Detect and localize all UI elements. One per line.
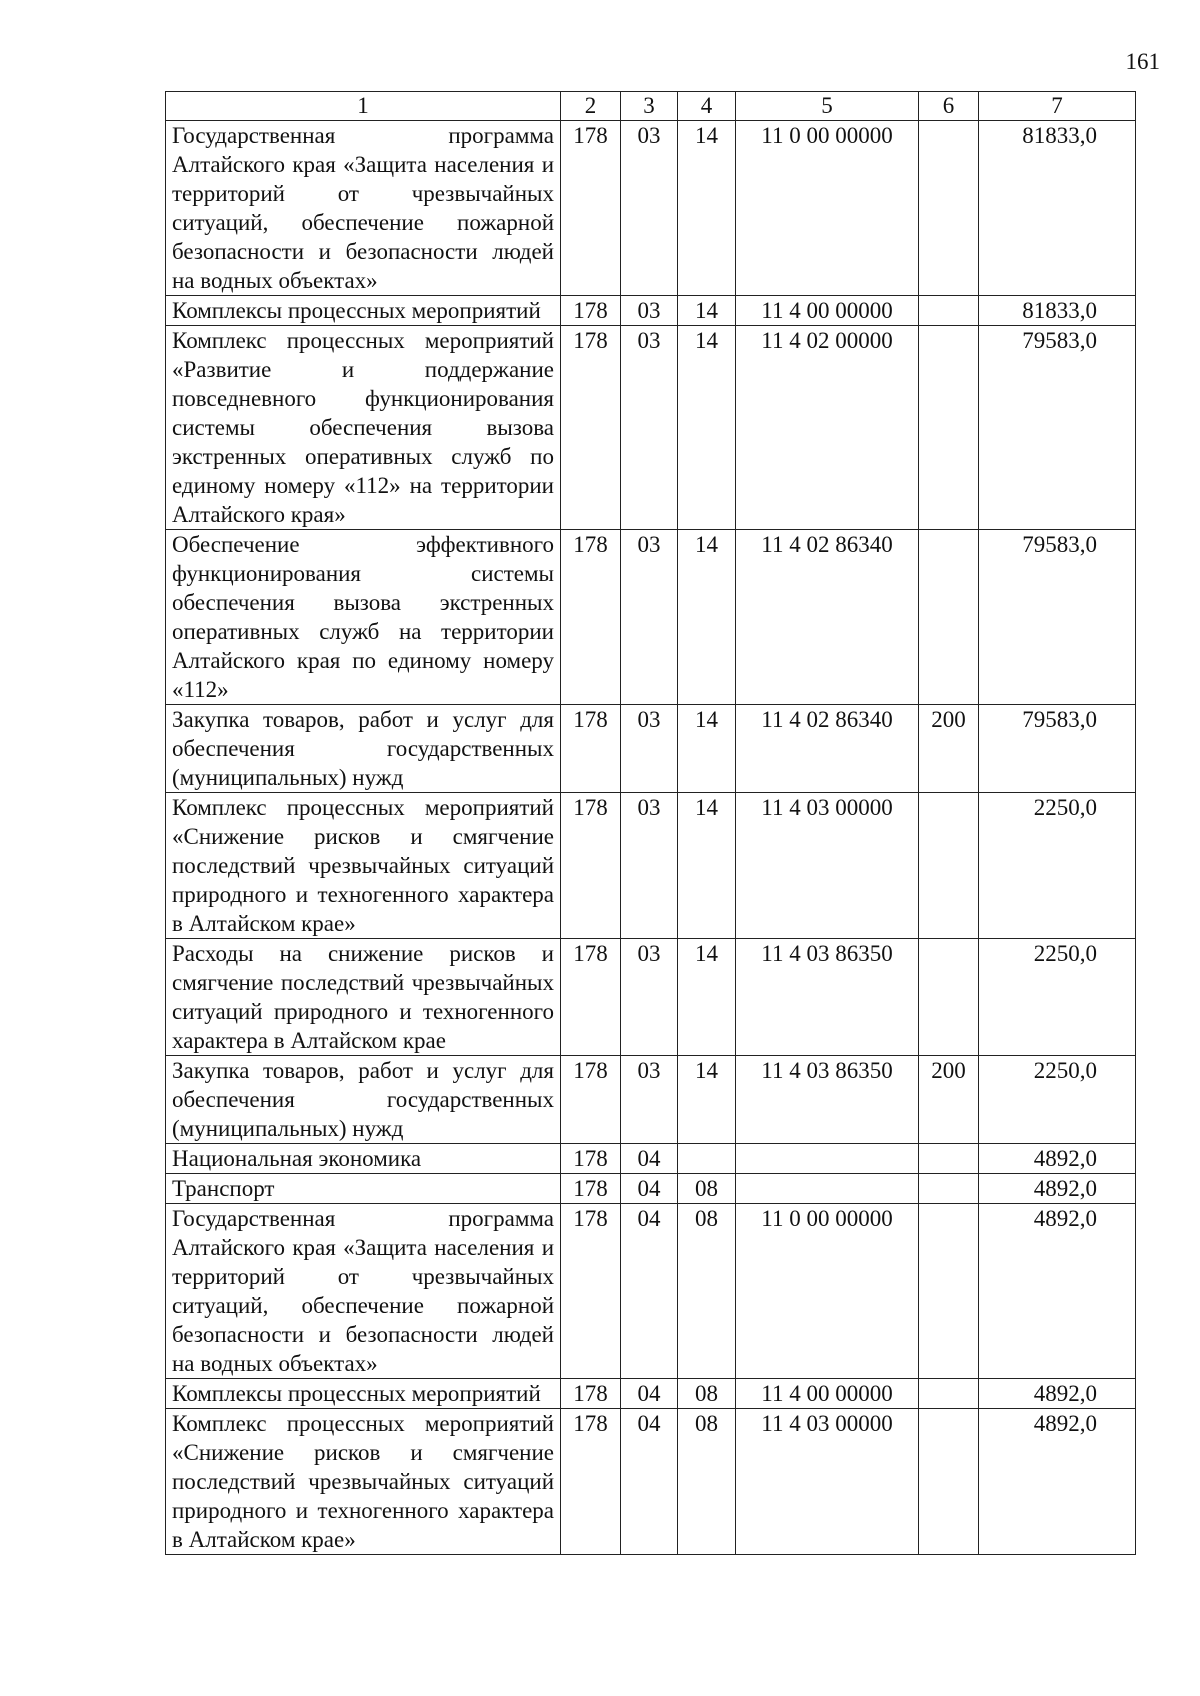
cell-subsection: 08 [678, 1379, 736, 1409]
cell-name: Государственная программа Алтайского края «Защита населения и территорий от чрезвычайных ситуаций, обеспечение пожарной безопасности и безопасности людей на водных объектах» [166, 121, 561, 296]
cell-grbs: 178 [561, 296, 621, 326]
cell-name: Закупка товаров, работ и услуг для обеспечения государственных (муниципальных) нужд [166, 705, 561, 793]
cell-section: 04 [621, 1379, 678, 1409]
cell-expense-type [919, 1204, 979, 1379]
cell-section: 04 [621, 1409, 678, 1555]
cell-name: Обеспечение эффективного функционирования системы обеспечения вызова экстренных оперативных служб на территории Алтайского края по единому номеру «112» [166, 530, 561, 705]
cell-amount: 4892,0 [979, 1174, 1136, 1204]
table-row [166, 1204, 1136, 1379]
cell-target-article: 11 4 03 00000 [736, 1409, 919, 1555]
cell-target-article: 11 4 00 00000 [736, 1379, 919, 1409]
cell-grbs: 178 [561, 793, 621, 939]
cell-name: Комплексы процессных мероприятий [166, 1379, 561, 1409]
table-row [166, 121, 1136, 296]
table-row [166, 793, 1136, 939]
header-col-3: 3 [621, 92, 678, 121]
header-col-7: 7 [979, 92, 1136, 121]
cell-amount: 2250,0 [979, 793, 1136, 939]
cell-section: 03 [621, 296, 678, 326]
cell-target-article [736, 1144, 919, 1174]
cell-amount: 4892,0 [979, 1379, 1136, 1409]
cell-expense-type [919, 939, 979, 1056]
cell-subsection: 08 [678, 1204, 736, 1379]
cell-target-article: 11 0 00 00000 [736, 1204, 919, 1379]
cell-amount: 4892,0 [979, 1144, 1136, 1174]
cell-amount: 2250,0 [979, 1056, 1136, 1144]
cell-name: Расходы на снижение рисков и смягчение последствий чрезвычайных ситуаций природного и техногенного характера в Алтайском крае [166, 939, 561, 1056]
cell-expense-type [919, 530, 979, 705]
cell-expense-type [919, 326, 979, 530]
page-number: 161 [1125, 49, 1160, 74]
table-row [166, 326, 1136, 530]
cell-target-article [736, 1174, 919, 1204]
cell-amount: 2250,0 [979, 939, 1136, 1056]
cell-name: Закупка товаров, работ и услуг для обеспечения государственных (муниципальных) нужд [166, 1056, 561, 1144]
cell-expense-type [919, 1174, 979, 1204]
cell-grbs: 178 [561, 1174, 621, 1204]
cell-grbs: 178 [561, 1409, 621, 1555]
table-row [166, 1174, 1136, 1204]
cell-amount: 79583,0 [979, 326, 1136, 530]
cell-expense-type: 200 [919, 705, 979, 793]
cell-name: Комплекс процессных мероприятий «Снижение рисков и смягчение последствий чрезвычайных ситуаций природного и техногенного характера в Алтайском крае» [166, 793, 561, 939]
cell-amount: 79583,0 [979, 530, 1136, 705]
cell-name: Государственная программа Алтайского края «Защита населения и территорий от чрезвычайных ситуаций, обеспечение пожарной безопасности и безопасности людей на водных объектах» [166, 1204, 561, 1379]
cell-subsection [678, 1144, 736, 1174]
cell-section: 03 [621, 939, 678, 1056]
cell-section: 04 [621, 1174, 678, 1204]
cell-expense-type [919, 1409, 979, 1555]
cell-expense-type [919, 793, 979, 939]
cell-section: 03 [621, 530, 678, 705]
header-col-6: 6 [919, 92, 979, 121]
cell-name: Комплексы процессных мероприятий [166, 296, 561, 326]
cell-target-article: 11 4 02 00000 [736, 326, 919, 530]
cell-target-article: 11 4 00 00000 [736, 296, 919, 326]
table-row [166, 1379, 1136, 1409]
cell-subsection: 14 [678, 939, 736, 1056]
cell-section: 03 [621, 1056, 678, 1144]
cell-expense-type [919, 1379, 979, 1409]
cell-target-article: 11 4 02 86340 [736, 530, 919, 705]
table-row [166, 1144, 1136, 1174]
cell-section: 03 [621, 793, 678, 939]
cell-subsection: 14 [678, 793, 736, 939]
header-col-5: 5 [736, 92, 919, 121]
cell-name: Национальная экономика [166, 1144, 561, 1174]
cell-grbs: 178 [561, 1144, 621, 1174]
cell-expense-type: 200 [919, 1056, 979, 1144]
table-header [166, 92, 1136, 121]
cell-subsection: 14 [678, 121, 736, 296]
table-row [166, 296, 1136, 326]
cell-amount: 79583,0 [979, 705, 1136, 793]
cell-target-article: 11 0 00 00000 [736, 121, 919, 296]
cell-name: Комплекс процессных мероприятий «Развитие и поддержание повседневного функционирования системы обеспечения вызова экстренных оперативных служб по единому номеру «112» на территории Алтайского края» [166, 326, 561, 530]
cell-grbs: 178 [561, 1379, 621, 1409]
header-col-4: 4 [678, 92, 736, 121]
table-row [166, 530, 1136, 705]
cell-expense-type [919, 296, 979, 326]
cell-name: Комплекс процессных мероприятий «Снижение рисков и смягчение последствий чрезвычайных ситуаций природного и техногенного характера в Алтайском крае» [166, 1409, 561, 1555]
budget-table [165, 91, 1136, 1555]
header-row [166, 92, 1136, 121]
table-row [166, 705, 1136, 793]
cell-expense-type [919, 121, 979, 296]
cell-target-article: 11 4 03 86350 [736, 939, 919, 1056]
cell-amount: 4892,0 [979, 1409, 1136, 1555]
cell-amount: 4892,0 [979, 1204, 1136, 1379]
table-row [166, 1056, 1136, 1144]
cell-grbs: 178 [561, 1056, 621, 1144]
cell-grbs: 178 [561, 326, 621, 530]
cell-amount: 81833,0 [979, 296, 1136, 326]
cell-section: 04 [621, 1204, 678, 1379]
cell-grbs: 178 [561, 1204, 621, 1379]
cell-section: 03 [621, 705, 678, 793]
table-row [166, 939, 1136, 1056]
cell-subsection: 14 [678, 326, 736, 530]
cell-grbs: 178 [561, 705, 621, 793]
table-row [166, 1409, 1136, 1555]
cell-subsection: 08 [678, 1174, 736, 1204]
cell-target-article: 11 4 03 00000 [736, 793, 919, 939]
cell-name: Транспорт [166, 1174, 561, 1204]
cell-subsection: 14 [678, 705, 736, 793]
table-body [166, 121, 1136, 1555]
cell-grbs: 178 [561, 121, 621, 296]
cell-section: 03 [621, 326, 678, 530]
cell-expense-type [919, 1144, 979, 1174]
cell-grbs: 178 [561, 939, 621, 1056]
header-col-2: 2 [561, 92, 621, 121]
cell-subsection: 14 [678, 1056, 736, 1144]
cell-section: 03 [621, 121, 678, 296]
header-col-1: 1 [166, 92, 561, 121]
cell-subsection: 14 [678, 530, 736, 705]
cell-target-article: 11 4 03 86350 [736, 1056, 919, 1144]
cell-grbs: 178 [561, 530, 621, 705]
cell-section: 04 [621, 1144, 678, 1174]
cell-target-article: 11 4 02 86340 [736, 705, 919, 793]
cell-subsection: 08 [678, 1409, 736, 1555]
cell-amount: 81833,0 [979, 121, 1136, 296]
cell-subsection: 14 [678, 296, 736, 326]
